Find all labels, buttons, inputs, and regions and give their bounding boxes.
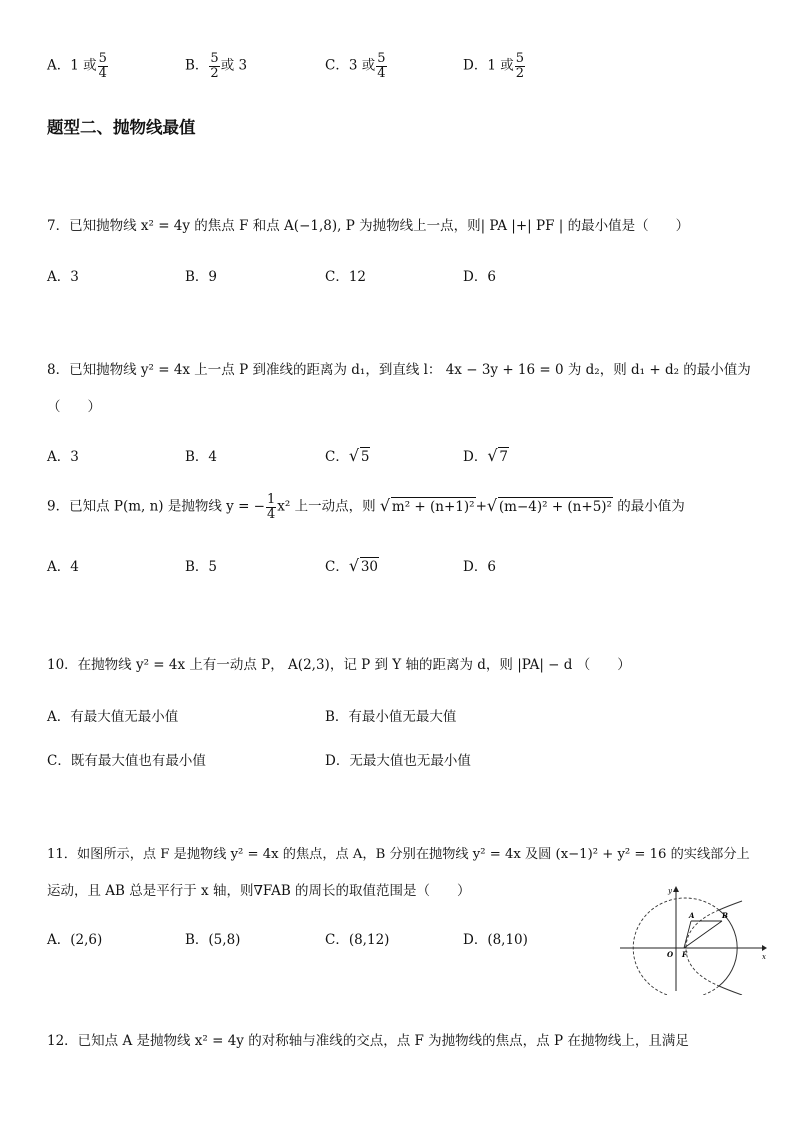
q11-option-d: D．(8,10) bbox=[463, 932, 528, 948]
sqrt-icon: √ bbox=[348, 446, 360, 465]
radicand: (m−4)² + (n+5)² bbox=[498, 498, 612, 515]
q10-option-a: A．有最大值无最小值 bbox=[47, 709, 179, 725]
option-tail: 或 3 bbox=[220, 57, 248, 74]
fraction-numerator: 5 bbox=[377, 51, 386, 66]
fraction bbox=[266, 493, 276, 521]
option-label: C． bbox=[325, 559, 349, 575]
fraction-numerator: 5 bbox=[515, 51, 524, 66]
parabola-solid-upper bbox=[719, 901, 742, 910]
sqrt bbox=[487, 447, 509, 465]
fraction bbox=[515, 52, 525, 80]
option-label: A．1 或 bbox=[47, 57, 97, 74]
radicand: 30 bbox=[360, 559, 379, 575]
radicand: m² + (n+1)² bbox=[391, 498, 475, 515]
plus-sign: + bbox=[475, 498, 487, 515]
radicand: 7 bbox=[499, 449, 508, 465]
q11-stem-line1: 11．如图所示，点 F 是抛物线 y² = 4x 的焦点，点 A，B 分别在抛物线 y² = 4x 及圆 (x−1)² + y² = 16 的实线部分上 bbox=[47, 847, 750, 862]
sqrt-icon: √ bbox=[379, 495, 391, 515]
sqrt-icon: √ bbox=[486, 495, 498, 515]
q6-option-a bbox=[47, 52, 109, 80]
q11-option-b: B．(5,8) bbox=[185, 932, 241, 948]
sqrt bbox=[380, 497, 476, 515]
q10-option-b: B．有最小值无最大值 bbox=[325, 709, 457, 725]
sqrt bbox=[349, 447, 371, 465]
q11-option-a: A．(2,6) bbox=[47, 932, 103, 948]
label-x: x bbox=[762, 953, 766, 961]
sqrt-icon: √ bbox=[487, 446, 498, 465]
q9-option-b: B．5 bbox=[185, 559, 218, 575]
y-axis-arrow-icon bbox=[673, 886, 679, 892]
q11-figure bbox=[616, 883, 768, 995]
fraction-denominator: 2 bbox=[515, 65, 524, 81]
q11-stem-line2: 运动，且 AB 总是平行于 x 轴，则∇FAB 的周长的取值范围是（ ） bbox=[47, 883, 471, 899]
q11-option-c: C．(8,12) bbox=[325, 932, 390, 948]
q6-option-d bbox=[463, 52, 526, 80]
option-label: C．3 或 bbox=[325, 57, 376, 74]
fraction-denominator: 4 bbox=[377, 65, 386, 81]
option-label: D． bbox=[463, 449, 488, 465]
q9-option-c bbox=[325, 555, 379, 575]
q7-stem: 7．已知抛物线 x² = 4y 的焦点 F 和点 A(−1,8), P 为抛物线上一点，则| PA |+| PF | 的最小值是（ ） bbox=[47, 218, 690, 234]
label-f: F bbox=[682, 950, 687, 959]
q9-text-c: 的最小值为 bbox=[617, 498, 685, 515]
sqrt bbox=[349, 557, 379, 575]
parabola-solid-lower bbox=[719, 986, 742, 995]
fraction-numerator: 5 bbox=[210, 51, 219, 66]
q7-option-c: C．12 bbox=[325, 269, 367, 285]
label-b: B bbox=[722, 911, 728, 920]
q9-stem bbox=[47, 493, 685, 521]
fraction bbox=[376, 52, 386, 80]
fraction-numerator: 1 bbox=[267, 492, 276, 507]
q12-stem: 12．已知点 A 是抛物线 x² = 4y 的对称轴与准线的交点，点 F 为抛物线的焦点，点 P 在抛物线上，且满足 bbox=[47, 1033, 689, 1049]
fraction-denominator: 4 bbox=[98, 65, 107, 81]
fraction-denominator: 4 bbox=[267, 506, 276, 522]
q7-option-d: D．6 bbox=[463, 269, 496, 285]
q9-text-b: x² 上一动点，则 bbox=[277, 498, 376, 515]
label-y: y bbox=[668, 887, 672, 895]
sqrt-icon: √ bbox=[348, 556, 360, 575]
label-a: A bbox=[689, 911, 695, 920]
q9-option-d: D．6 bbox=[463, 559, 496, 575]
sqrt bbox=[487, 497, 613, 515]
q8-stem: 8．已知抛物线 y² = 4x 上一点 P 到准线的距离为 d₁，到直线 l： 4x − 3y + 16 = 0 为 d₂，则 d₁ + d₂ 的最小值为 bbox=[47, 362, 751, 378]
x-axis-arrow-icon bbox=[762, 945, 767, 951]
q8-option-a: A．3 bbox=[47, 449, 79, 465]
fraction-denominator: 2 bbox=[210, 65, 219, 81]
q8-option-d bbox=[463, 445, 509, 465]
radicand: 5 bbox=[360, 449, 370, 465]
q9-text-a: 9．已知点 P(m, n) 是抛物线 y = − bbox=[47, 498, 265, 515]
fraction bbox=[209, 52, 219, 80]
option-label: C． bbox=[325, 449, 349, 465]
q8-stem-cont: （ ） bbox=[47, 399, 101, 415]
q8-option-b: B．4 bbox=[185, 449, 218, 465]
fraction bbox=[98, 52, 108, 80]
label-o: O bbox=[667, 950, 674, 959]
fraction-numerator: 5 bbox=[98, 51, 107, 66]
q9-option-a: A．4 bbox=[47, 559, 79, 575]
option-label: B． bbox=[185, 57, 209, 74]
q10-option-c: C．既有最大值也有最小值 bbox=[47, 753, 206, 769]
option-label: D．1 或 bbox=[463, 57, 514, 74]
q7-option-b: B．9 bbox=[185, 269, 218, 285]
q10-stem: 10．在抛物线 y² = 4x 上有一动点 P， A(2,3)，记 P 到 Y 轴的距离为 d，则 |PA| − d （ ） bbox=[47, 657, 631, 673]
q8-option-c bbox=[325, 445, 370, 465]
q6-option-c bbox=[325, 52, 388, 80]
q6-option-b bbox=[185, 52, 247, 80]
q7-option-a: A．3 bbox=[47, 269, 79, 285]
q10-option-d: D．无最大值也无最小值 bbox=[325, 753, 471, 769]
section-title: 题型二、抛物线最值 bbox=[47, 118, 196, 137]
